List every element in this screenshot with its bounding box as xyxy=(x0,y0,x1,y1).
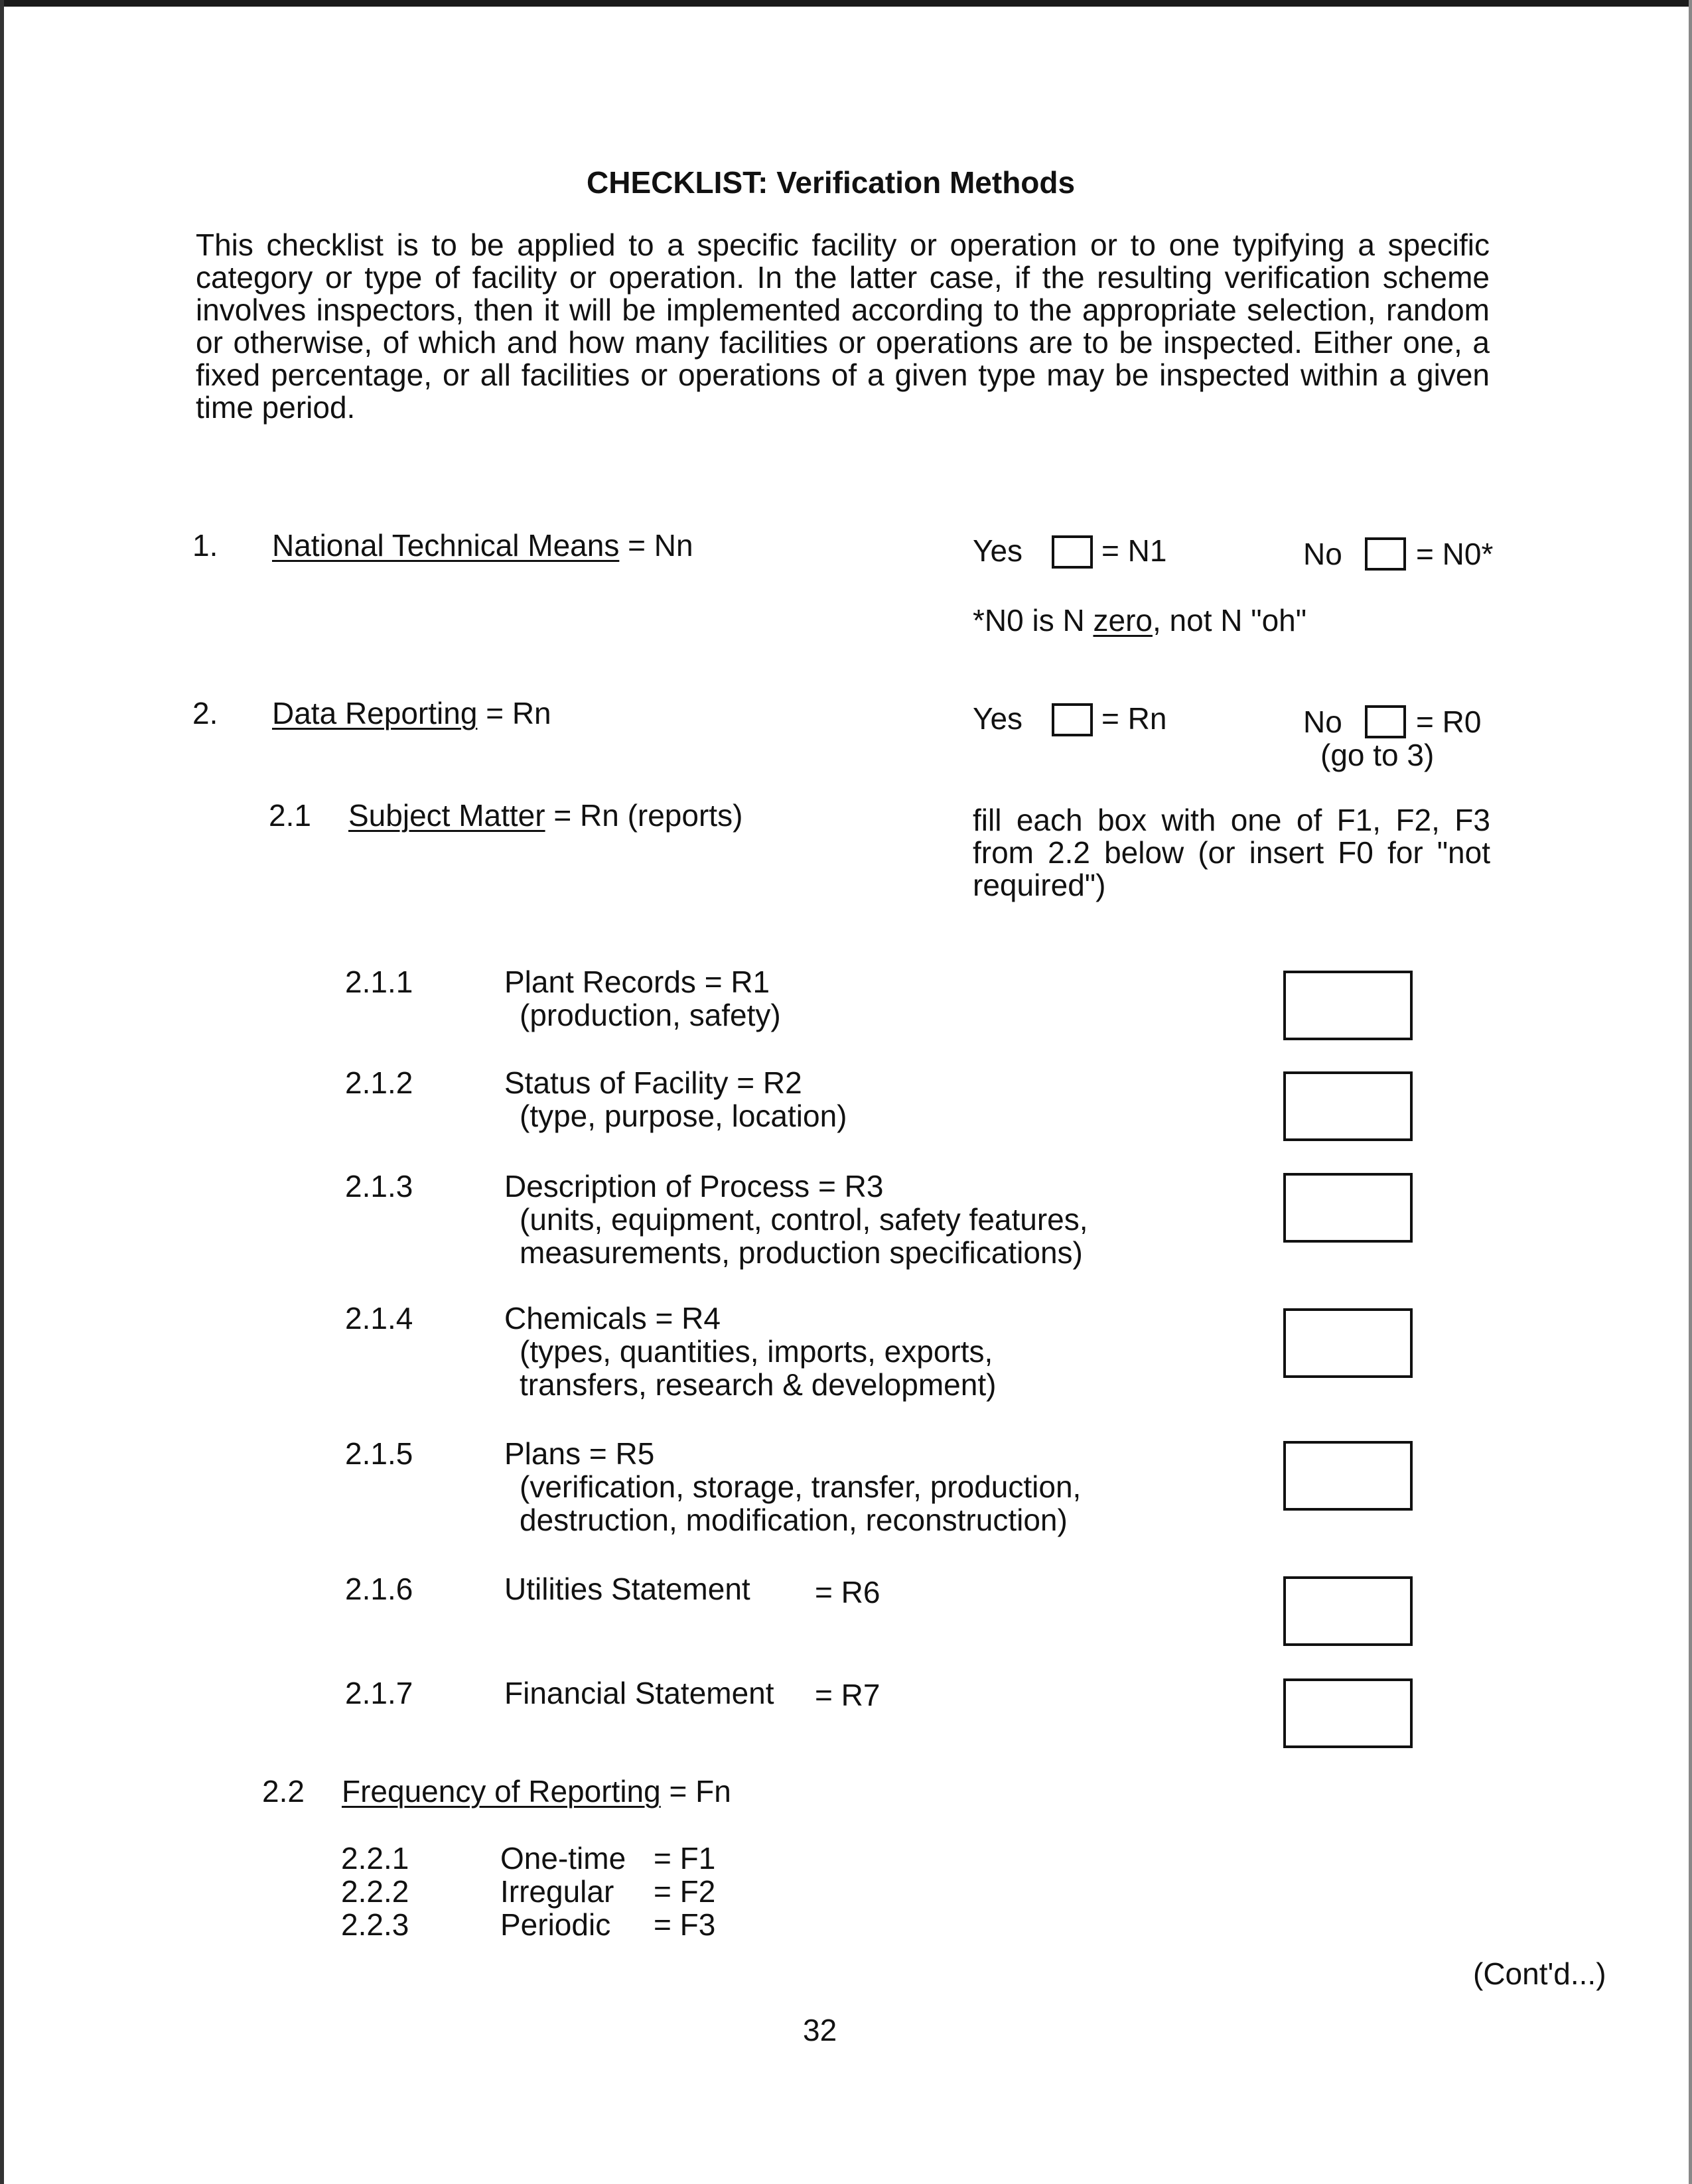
freq-2-2-1-label: One-time xyxy=(500,1841,626,1876)
page-title: CHECKLIST: Verification Methods xyxy=(587,165,1076,200)
freq-2-2-2-number: 2.2.2 xyxy=(341,1874,409,1909)
freq-2-2-2-label: Irregular xyxy=(500,1874,614,1909)
row-2-1-6-eq: = R6 xyxy=(815,1575,881,1609)
freq-2-2-2-eq: = F2 xyxy=(654,1874,716,1909)
freq-2-2-3-label: Periodic xyxy=(500,1907,611,1942)
page-number: 32 xyxy=(803,2013,837,2047)
item2-yes-label: Yes xyxy=(973,701,1023,736)
intro-paragraph xyxy=(196,229,1490,424)
scan-edge-right xyxy=(1689,0,1692,2184)
row-2-1-2-title: Status of Facility = R2 xyxy=(504,1065,802,1100)
row-2-1-3-number: 2.1.3 xyxy=(345,1169,413,1203)
sub21-number: 2.1 xyxy=(269,798,311,833)
item2-no-eq: = R0 xyxy=(1416,705,1482,739)
sub21-note-text: fill each box with one of F1, F2, F3 from 2.2 below (or insert F0 for "not required") xyxy=(973,803,1490,902)
row-2-1-5-number: 2.1.5 xyxy=(345,1436,413,1471)
item1-no-label: No xyxy=(1303,537,1342,571)
row-2-1-3-title: Description of Process = R3 xyxy=(504,1169,884,1203)
row-2-1-3-detail-2: measurements, production specifications) xyxy=(520,1235,1083,1270)
row-2-1-1-number: 2.1.1 xyxy=(345,965,413,999)
row-2-1-4-title: Chemicals = R4 xyxy=(504,1301,721,1335)
item1-eq: = Nn xyxy=(628,528,693,563)
freq-2-2-3-eq: = F3 xyxy=(654,1907,716,1942)
row-2-1-1-detail: (production, safety) xyxy=(520,998,781,1032)
row-2-1-4-number: 2.1.4 xyxy=(345,1301,413,1335)
row-2-1-7-title: Financial Statement xyxy=(504,1676,774,1710)
sub22-label: Frequency of Reporting xyxy=(342,1774,661,1809)
item1-footnote-zero: zero xyxy=(1093,603,1153,638)
item2-number: 2. xyxy=(192,696,218,730)
scan-edge-top xyxy=(0,0,1692,7)
freq-2-2-1-number: 2.2.1 xyxy=(341,1841,409,1876)
sub21-eq: = Rn (reports) xyxy=(553,798,743,833)
row-2-1-4-answer-box[interactable] xyxy=(1283,1308,1413,1378)
row-2-1-3-answer-box[interactable] xyxy=(1283,1173,1413,1243)
row-2-1-2-answer-box[interactable] xyxy=(1283,1071,1413,1141)
row-2-1-5-detail-2: destruction, modification, reconstruction) xyxy=(520,1503,1068,1537)
item2-no-checkbox[interactable] xyxy=(1365,705,1406,738)
intro-text: This checklist is to be applied to a specific facility or operation or to one typifying a specific category or type of facility or operation. In the latter case, if the resulting verification scheme involves inspectors, then it will be implemented according to the appropriate selection, random or otherwise, of which and how many facilities or operations are to be inspected. Either one, a fixed percentage, or all facilities or operations of a given type may be inspected within a given time period. xyxy=(196,228,1490,425)
item1-no-checkbox[interactable] xyxy=(1365,537,1406,571)
row-2-1-5-title: Plans = R5 xyxy=(504,1436,655,1471)
row-2-1-7-answer-box[interactable] xyxy=(1283,1678,1413,1748)
row-2-1-3-detail: (units, equipment, control, safety features, xyxy=(520,1202,1088,1237)
row-2-1-2-number: 2.1.2 xyxy=(345,1065,413,1100)
sub21-label: Subject Matter xyxy=(348,798,545,833)
continued-note: (Cont'd...) xyxy=(1473,1956,1606,1991)
item1-label: National Technical Means xyxy=(272,528,620,563)
item1-yes-label: Yes xyxy=(973,533,1023,568)
row-2-1-6-answer-box[interactable] xyxy=(1283,1576,1413,1646)
item2-yes-eq: = Rn xyxy=(1101,701,1167,736)
sub22-number: 2.2 xyxy=(262,1774,305,1809)
freq-2-2-3-number: 2.2.3 xyxy=(341,1907,409,1942)
item1-footnote-post: , not N "oh" xyxy=(1152,603,1307,638)
row-2-1-1-title: Plant Records = R1 xyxy=(504,965,770,999)
item2-line xyxy=(272,697,551,730)
scan-edge-left xyxy=(0,0,4,2184)
item1-line xyxy=(272,529,693,562)
item1-no-eq: = N0* xyxy=(1416,537,1494,571)
row-2-1-7-eq: = R7 xyxy=(815,1678,881,1712)
item2-goto: (go to 3) xyxy=(1320,738,1435,772)
row-2-1-5-detail: (verification, storage, transfer, production, xyxy=(520,1469,1082,1504)
item1-yes-eq: = N1 xyxy=(1101,533,1167,568)
item2-label: Data Reporting xyxy=(272,696,478,730)
row-2-1-2-detail: (type, purpose, location) xyxy=(520,1099,847,1133)
item2-eq: = Rn xyxy=(486,696,551,730)
row-2-1-6-title: Utilities Statement xyxy=(504,1572,750,1606)
item2-yes-checkbox[interactable] xyxy=(1052,703,1093,736)
row-2-1-1-answer-box[interactable] xyxy=(1283,971,1413,1040)
sub21-line xyxy=(348,799,742,832)
item1-yes-checkbox[interactable] xyxy=(1052,535,1093,569)
row-2-1-6-number: 2.1.6 xyxy=(345,1572,413,1606)
item1-number: 1. xyxy=(192,528,218,563)
row-2-1-5-answer-box[interactable] xyxy=(1283,1441,1413,1511)
row-2-1-4-detail-2: transfers, research & development) xyxy=(520,1367,997,1402)
sub21-note xyxy=(973,804,1490,902)
row-2-1-4-detail: (types, quantities, imports, exports, xyxy=(520,1334,993,1369)
freq-2-2-1-eq: = F1 xyxy=(654,1841,716,1876)
item2-no-label: No xyxy=(1303,705,1342,739)
item1-footnote xyxy=(973,604,1306,637)
row-2-1-7-number: 2.1.7 xyxy=(345,1676,413,1710)
sub22-eq: = Fn xyxy=(669,1774,731,1809)
item1-footnote-pre: *N0 is N xyxy=(973,603,1093,638)
sub22-line xyxy=(342,1775,731,1808)
